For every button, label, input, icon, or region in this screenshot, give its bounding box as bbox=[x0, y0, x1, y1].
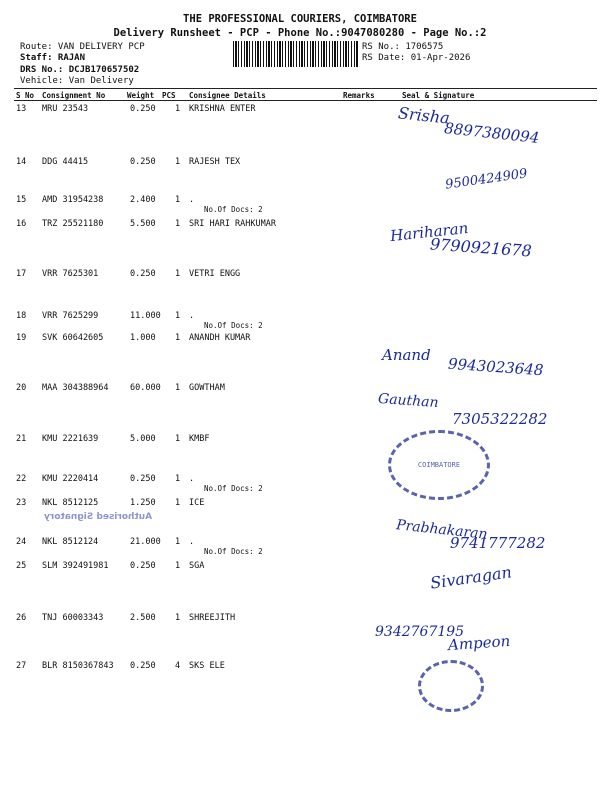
route-label: Route: VAN DELIVERY PCP bbox=[20, 42, 145, 52]
row-consignment-no: MRU 23543 bbox=[42, 104, 89, 114]
row-pcs: 1 bbox=[175, 157, 181, 167]
row-weight: 60.000 bbox=[130, 383, 161, 393]
row-pcs: 1 bbox=[175, 383, 181, 393]
col-weight: Weight bbox=[127, 91, 155, 100]
row-docs-count: No.Of Docs: 2 bbox=[204, 547, 263, 556]
header-bottom-rule bbox=[14, 100, 597, 101]
rs-number: RS No.: 1706575 bbox=[362, 42, 444, 52]
header-top-rule bbox=[14, 88, 597, 89]
signature-20-phone: 7305322282 bbox=[452, 410, 548, 428]
row-sno: 18 bbox=[16, 311, 27, 321]
row-sno: 22 bbox=[16, 474, 27, 484]
signature-24: Prabhakaran bbox=[395, 517, 489, 543]
row-consignment-no: VRR 7625299 bbox=[42, 311, 99, 321]
signature-19: Anand bbox=[382, 346, 431, 364]
row-sno: 23 bbox=[16, 498, 27, 508]
row-consignee: . bbox=[189, 537, 195, 547]
row-weight: 5.000 bbox=[130, 434, 156, 444]
row-consignment-no: NKL 8512125 bbox=[42, 498, 99, 508]
row-consignee: VETRI ENGG bbox=[189, 269, 241, 279]
row-pcs: 1 bbox=[175, 498, 181, 508]
signature-19-phone: 9943023648 bbox=[447, 354, 544, 380]
row-consignment-no: BLR 8150367843 bbox=[42, 661, 114, 671]
row-sno: 27 bbox=[16, 661, 27, 671]
row-pcs: 4 bbox=[175, 661, 181, 671]
stamp-text: COIMBATORE bbox=[417, 461, 461, 469]
col-pcs: PCS bbox=[162, 91, 176, 100]
row-consignee: ANANDH KUMAR bbox=[189, 333, 251, 343]
row-pcs: 1 bbox=[175, 613, 181, 623]
row-weight: 21.000 bbox=[130, 537, 161, 547]
row-consignment-no: NKL 8512124 bbox=[42, 537, 99, 547]
signature-13: Srisha bbox=[397, 103, 451, 128]
row-consignment-no: VRR 7625301 bbox=[42, 269, 99, 279]
staff-label: Staff: RAJAN bbox=[20, 53, 86, 63]
signature-26-phone: Ampeon bbox=[447, 631, 511, 655]
row-consignee: KRISHNA ENTER bbox=[189, 104, 256, 114]
row-weight: 1.250 bbox=[130, 498, 156, 508]
row-sno: 20 bbox=[16, 383, 27, 393]
round-stamp bbox=[388, 430, 490, 500]
col-sno: S No bbox=[16, 91, 35, 100]
row-pcs: 1 bbox=[175, 537, 181, 547]
row-consignee: GOWTHAM bbox=[189, 383, 225, 393]
row-consignee: . bbox=[189, 195, 195, 205]
row-sno: 24 bbox=[16, 537, 27, 547]
row-consignment-no: KMU 2221639 bbox=[42, 434, 99, 444]
row-pcs: 1 bbox=[175, 561, 181, 571]
row-weight: 11.000 bbox=[130, 311, 161, 321]
mirrored-signatory-text: Authorised Signatory bbox=[44, 512, 153, 522]
row-pcs: 1 bbox=[175, 195, 181, 205]
signature-24-phone: 9741777282 bbox=[450, 534, 546, 552]
row-consignment-no: TNJ 60003343 bbox=[42, 613, 104, 623]
drs-number: DRS No.: DCJB170657502 bbox=[20, 65, 140, 75]
row-weight: 0.250 bbox=[130, 269, 156, 279]
col-consignee: Consignee Details bbox=[189, 91, 266, 100]
row-sno: 25 bbox=[16, 561, 27, 571]
row-weight: 0.250 bbox=[130, 157, 156, 167]
row-consignee: KMBF bbox=[189, 434, 210, 444]
signature-16-phone: 9790921678 bbox=[429, 234, 533, 261]
row-pcs: 1 bbox=[175, 104, 181, 114]
runsheet-subtitle: Delivery Runsheet - PCP - Phone No.:9047080280 - Page No.:2 bbox=[113, 27, 487, 39]
row-weight: 5.500 bbox=[130, 219, 156, 229]
row-consignment-no: AMD 31954238 bbox=[42, 195, 104, 205]
row-consignment-no: SVK 60642605 bbox=[42, 333, 104, 343]
row-consignee: RAJESH TEX bbox=[189, 157, 241, 167]
row-weight: 2.400 bbox=[130, 195, 156, 205]
row-consignee: . bbox=[189, 474, 195, 484]
row-consignment-no: TRZ 25521180 bbox=[42, 219, 104, 229]
row-sno: 17 bbox=[16, 269, 27, 279]
row-consignment-no: MAA 304388964 bbox=[42, 383, 109, 393]
row-consignee: SGA bbox=[189, 561, 205, 571]
row-pcs: 1 bbox=[175, 434, 181, 444]
company-title: THE PROFESSIONAL COURIERS, COIMBATORE bbox=[183, 13, 417, 25]
row-sno: 19 bbox=[16, 333, 27, 343]
row-sno: 21 bbox=[16, 434, 27, 444]
row-weight: 1.000 bbox=[130, 333, 156, 343]
signature-14-phone: 9500424909 bbox=[444, 166, 529, 193]
row-consignee: SRI HARI RAHKUMAR bbox=[189, 219, 276, 229]
row-consignee: SHREEJITH bbox=[189, 613, 236, 623]
row-docs-count: No.Of Docs: 2 bbox=[204, 321, 263, 330]
signature-26: 9342767195 bbox=[375, 624, 465, 640]
row-sno: 14 bbox=[16, 157, 27, 167]
row-consignment-no: DDG 44415 bbox=[42, 157, 89, 167]
row-weight: 2.500 bbox=[130, 613, 156, 623]
barcode bbox=[233, 41, 358, 67]
row-pcs: 1 bbox=[175, 474, 181, 484]
rs-date: RS Date: 01-Apr-2026 bbox=[362, 53, 471, 63]
row-pcs: 1 bbox=[175, 219, 181, 229]
signature-13-phone: 8897380094 bbox=[443, 119, 541, 147]
row-sno: 26 bbox=[16, 613, 27, 623]
row-weight: 0.250 bbox=[130, 561, 156, 571]
col-seal: Seal & Signature bbox=[402, 91, 475, 100]
row-pcs: 1 bbox=[175, 311, 181, 321]
row-docs-count: No.Of Docs: 2 bbox=[204, 205, 263, 214]
row-consignee: . bbox=[189, 311, 195, 321]
signature-25: Sivaragan bbox=[429, 562, 513, 593]
row-sno: 15 bbox=[16, 195, 27, 205]
row-consignee: ICE bbox=[189, 498, 205, 508]
row-sno: 13 bbox=[16, 104, 27, 114]
row-consignee: SKS ELE bbox=[189, 661, 225, 671]
row-pcs: 1 bbox=[175, 333, 181, 343]
signature-20: Gauthan bbox=[377, 390, 440, 412]
col-remarks: Remarks bbox=[343, 91, 375, 100]
signature-16: Hariharan bbox=[389, 218, 470, 246]
row-consignment-no: SLM 392491981 bbox=[42, 561, 109, 571]
row-pcs: 1 bbox=[175, 269, 181, 279]
vehicle-label: Vehicle: Van Delivery bbox=[20, 76, 134, 86]
row-sno: 16 bbox=[16, 219, 27, 229]
round-stamp-2 bbox=[418, 660, 484, 712]
row-consignment-no: KMU 2220414 bbox=[42, 474, 99, 484]
row-weight: 0.250 bbox=[130, 474, 156, 484]
row-weight: 0.250 bbox=[130, 104, 156, 114]
col-consignment: Consignment No bbox=[42, 91, 106, 100]
row-docs-count: No.Of Docs: 2 bbox=[204, 484, 263, 493]
row-weight: 0.250 bbox=[130, 661, 156, 671]
